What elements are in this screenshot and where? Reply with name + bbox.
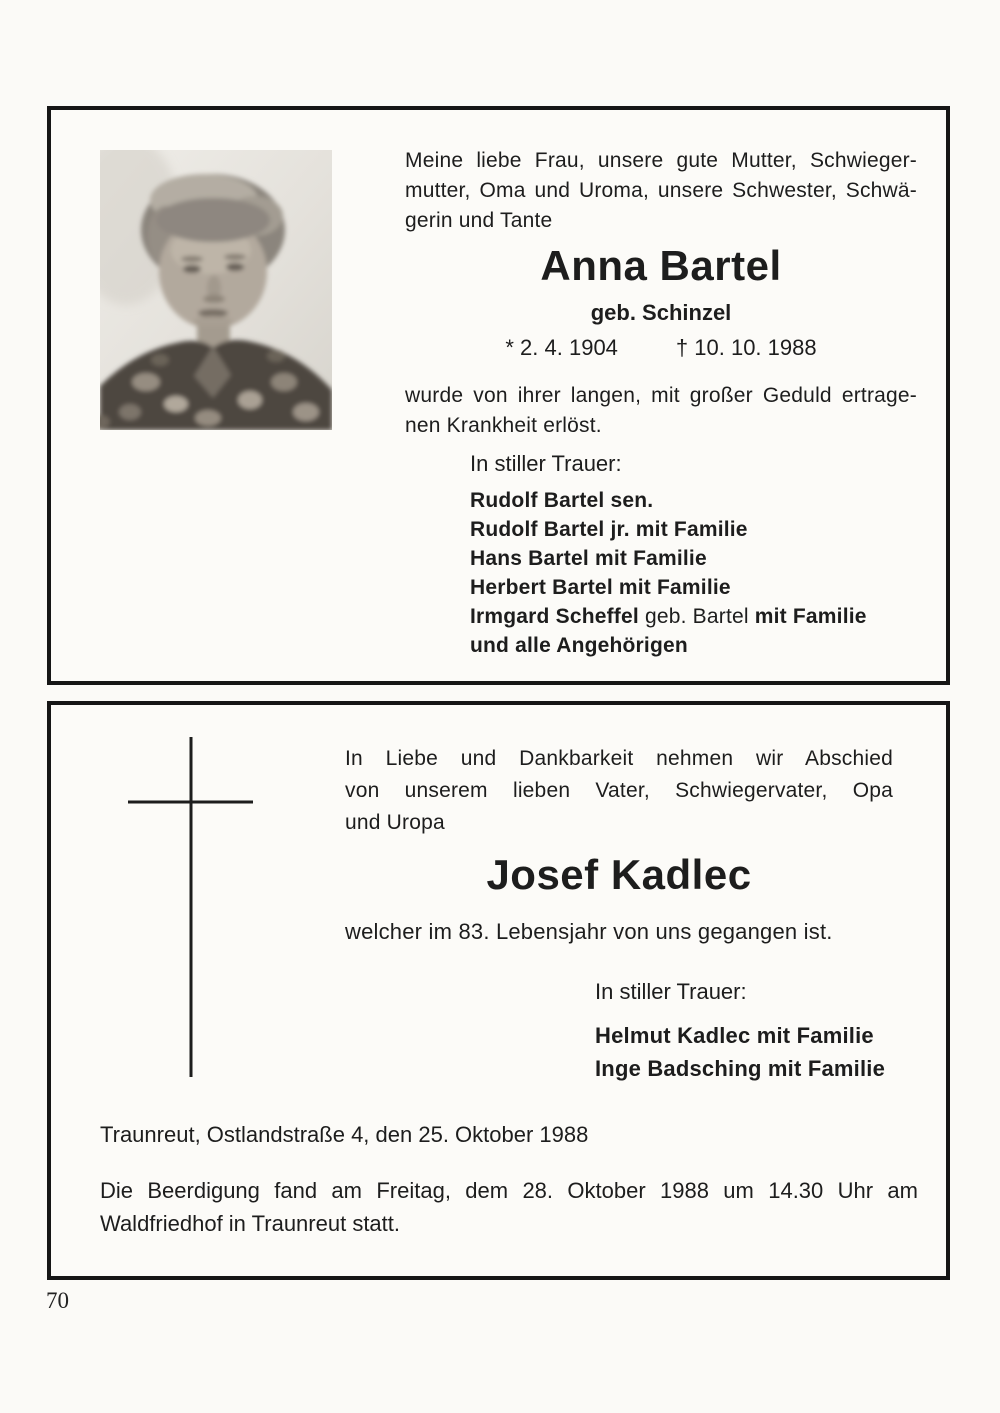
kadlec-burial-paragraph	[100, 1174, 918, 1240]
anna-mourner-6: und alle Angehörigen	[470, 634, 688, 657]
anna-mourner-5-bold-end: mit Familie	[754, 605, 867, 628]
portrait-photo	[100, 150, 332, 430]
anna-mourner-5	[470, 602, 867, 631]
anna-mourner-4: Herbert Bartel mit Familie	[470, 576, 731, 599]
anna-maiden-name: geb. Schinzel	[590, 300, 732, 325]
kadlec-intro-line-2: von unserem lieben Vater, Schwiegervater, Opa	[345, 779, 893, 802]
anna-mourning-label: In stiller Trauer:	[470, 451, 622, 476]
anna-intro-line-3: gerin und Tante	[405, 209, 553, 232]
anna-life-dates	[405, 335, 917, 361]
portrait-photo-illustration	[100, 150, 332, 430]
kadlec-burial-line-2: Waldfriedhof in Traunreut statt.	[100, 1211, 400, 1236]
obituary-notice-josef-kadlec	[47, 701, 950, 1280]
kadlec-body-line: welcher im 83. Lebensjahr von uns gegangen ist.	[345, 919, 833, 944]
anna-mourner-5-regular: geb. Bartel	[638, 605, 755, 628]
anna-mourner-3: Hans Bartel mit Familie	[470, 547, 707, 570]
anna-intro-line-2: mutter, Oma und Uroma, unsere Schwester, Schwä-	[405, 179, 917, 202]
anna-intro-paragraph	[405, 146, 917, 236]
anna-body-line-2: nen Krankheit erlöst.	[405, 414, 602, 437]
anna-mourner-5-bold-start: Irmgard Scheffel	[470, 605, 639, 628]
anna-body-line-1: wurde von ihrer langen, mit großer Geduld ertrage-	[405, 384, 917, 407]
kadlec-burial-line-1: Die Beerdigung fand am Freitag, dem 28. Oktober 1988 um 14.30 Uhr am	[100, 1178, 918, 1203]
anna-mourner-2: Rudolf Bartel jr. mit Familie	[470, 518, 748, 541]
kadlec-deceased-name: Josef Kadlec	[486, 851, 752, 898]
kadlec-intro-paragraph	[345, 743, 893, 839]
kadlec-mourner-2: Inge Badsching mit Familie	[595, 1056, 886, 1081]
anna-mourners-list	[470, 486, 867, 660]
kadlec-mourners-list	[595, 1019, 885, 1085]
anna-intro-line-1: Meine liebe Frau, unsere gute Mutter, Schwieger-	[405, 149, 917, 172]
kadlec-dateline: Traunreut, Ostlandstraße 4, den 25. Oktober 1988	[100, 1122, 589, 1147]
anna-mourner-1: Rudolf Bartel sen.	[470, 489, 654, 512]
kadlec-intro-line-1: In Liebe und Dankbarkeit nehmen wir Abschied	[345, 747, 893, 770]
page-number: 70	[46, 1288, 69, 1313]
obituary-notice-anna-bartel	[47, 106, 950, 685]
kadlec-mourner-1: Helmut Kadlec mit Familie	[595, 1023, 874, 1048]
anna-body-paragraph	[405, 381, 917, 441]
anna-death-date: † 10. 10. 1988	[675, 335, 817, 360]
cross-icon	[128, 733, 258, 1081]
anna-deceased-name: Anna Bartel	[540, 242, 782, 289]
cross-icon-drawing	[128, 733, 258, 1081]
anna-birth-date: * 2. 4. 1904	[505, 335, 618, 360]
kadlec-intro-line-3: und Uropa	[345, 811, 445, 834]
kadlec-mourning-label: In stiller Trauer:	[595, 979, 747, 1004]
